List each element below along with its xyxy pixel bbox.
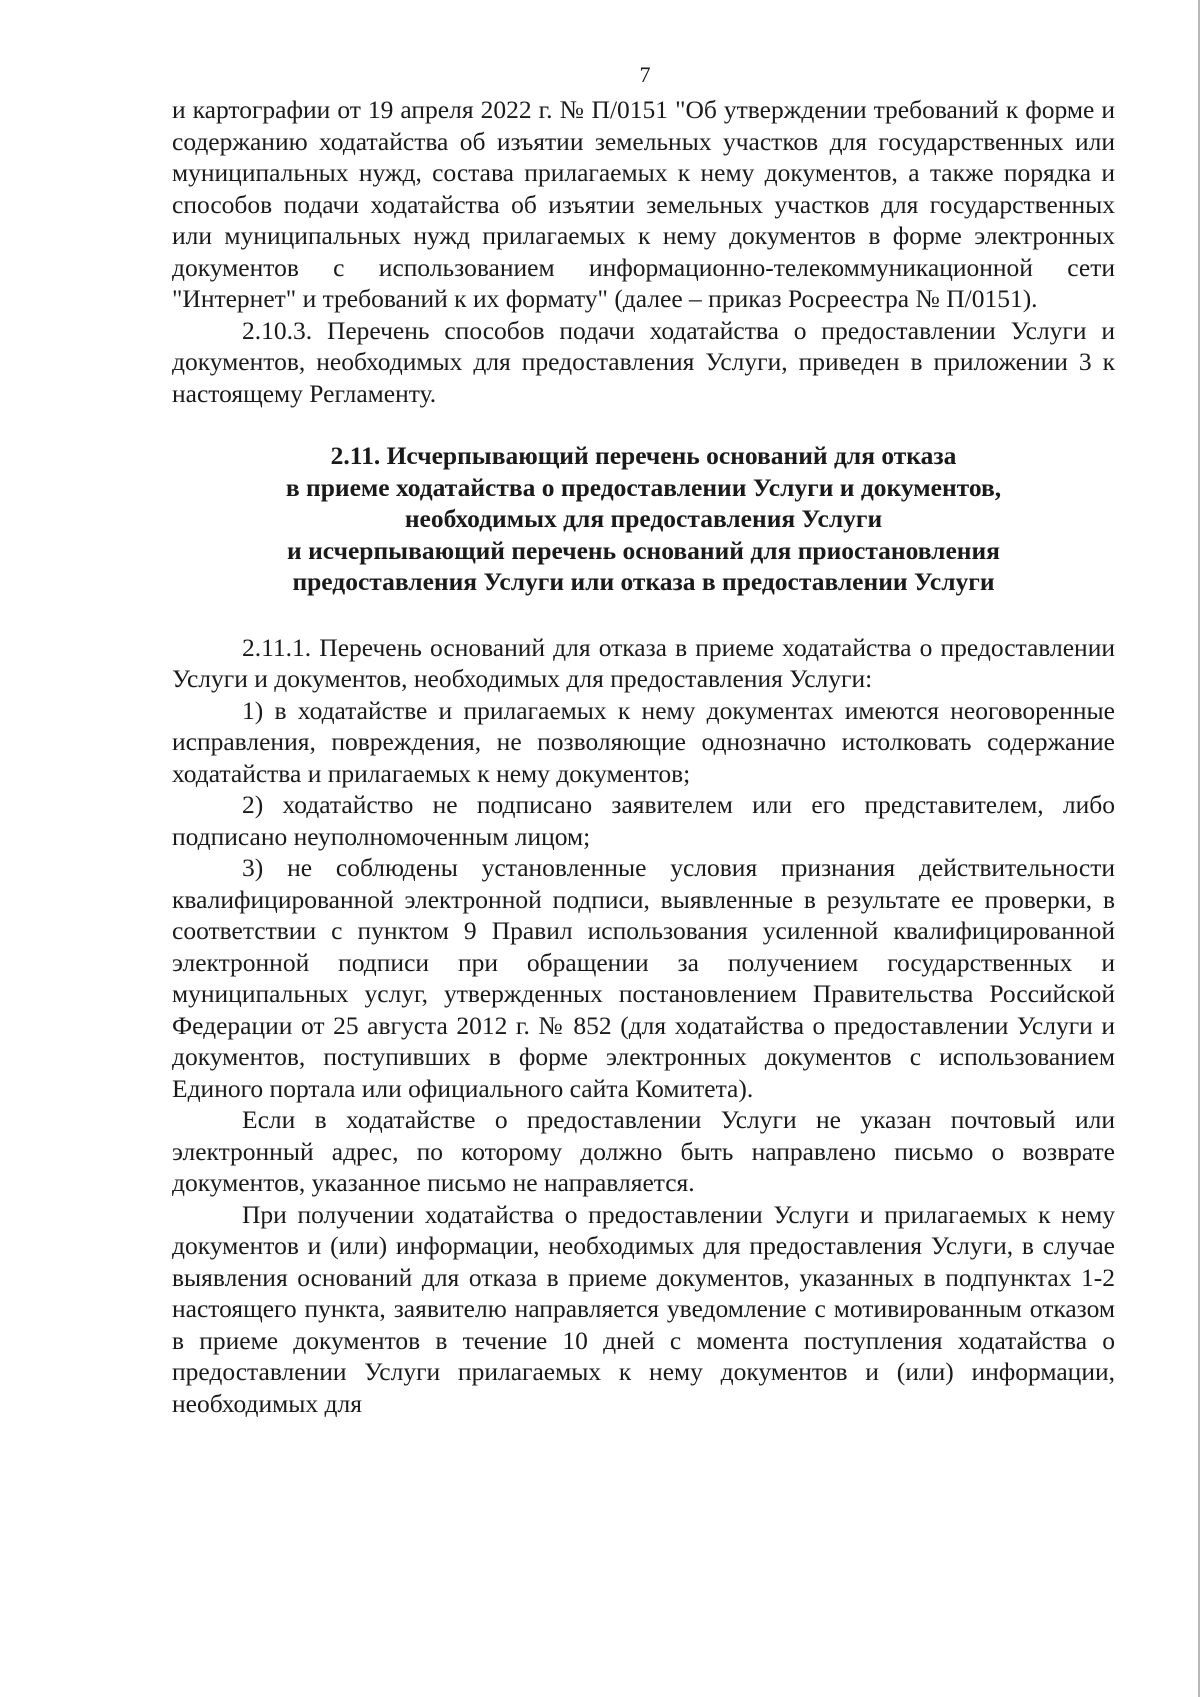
list-item-2: 2) ходатайство не подписано заявителем или его представителем, либо подписано неуполномоченным лицом; xyxy=(172,790,1115,851)
heading-line: предоставления Услуги или отказа в предоставлении Услуги xyxy=(292,567,995,596)
paragraph-2-10-3: 2.10.3. Перечень способов подачи ходатайства о предоставлении Услуги и документов, необходимых для предоставления Услуги, приведен в приложении 3 к настоящему Регламенту. xyxy=(172,315,1115,408)
document-body xyxy=(172,94,1115,1419)
list-item-3: 3) не соблюдены установленные условия признания действительности квалифицированной электронной подписи, выявленные в результате ее проверки, в соответствии с пунктом 9 Правил использования усиленной квалифицированной электронной подписи при обращении за получением государственных и муниципальных услуг, утвержденных постановлением Правительства Российской Федерации от 25 августа 2012 г. № 852 (для ходатайства о предоставлении Услуги и документов, поступивших в форме электронных документов с использованием Единого портала или официального сайта Комитета). xyxy=(172,853,1115,1103)
paragraph-refusal-notice: При получении ходатайства о предоставлении Услуги и прилагаемых к нему документов и (или) информации, необходимых для предоставления Услуги, в случае выявления оснований для отказа в приеме документов, указанных в подпунктах 1-2 настоящего пункта, заявителю направляется уведомление с мотивированным отказом в приеме документов в течение 10 дней с момента поступления ходатайства о предоставлении Услуги прилагаемых к нему документов и (или) информации, необходимых для xyxy=(172,1199,1115,1418)
heading-line: 2.11. Исчерпывающий перечень оснований для отказа xyxy=(330,441,957,470)
paragraph-2-11-1: 2.11.1. Перечень оснований для отказа в приеме ходатайства о предоставлении Услуги и документов, необходимых для предоставления Услуги: xyxy=(172,632,1115,693)
paragraph-continuation: и картографии от 19 апреля 2022 г. № П/0151 "Об утверждении требований к форме и содержанию ходатайства об изъятии земельных участков для государственных или муниципальных нужд, состава прилагаемых к нему документов, а также порядка и способов подачи ходатайства об изъятии земельных участков для государственных или муниципальных нужд прилагаемых к нему документов в форме электронных документов с использованием информационно-телекоммуникационной сети "Интернет" и требований к их формату" (далее – приказ Росреестра № П/0151). xyxy=(172,95,1115,313)
paragraph-return-letter: Если в ходатайстве о предоставлении Услуги не указан почтовый или электронный адрес, по которому должно быть направлено письмо о возврате документов, указанное письмо не направляется. xyxy=(172,1105,1115,1197)
list-item-1: 1) в ходатайстве и прилагаемых к нему документах имеются неоговоренные исправления, повреждения, не позволяющие однозначно истолковать содержание ходатайства и прилагаемых к нему документов; xyxy=(172,695,1115,788)
heading-line: в приеме ходатайства о предоставлении Услуги и документов, xyxy=(285,472,1002,502)
heading-line: необходимых для предоставления Услуги xyxy=(404,504,883,533)
page-number: 7 xyxy=(639,62,651,87)
section-heading-2-11 xyxy=(172,440,1115,598)
heading-line: и исчерпывающий перечень оснований для приостановления xyxy=(287,535,1000,565)
